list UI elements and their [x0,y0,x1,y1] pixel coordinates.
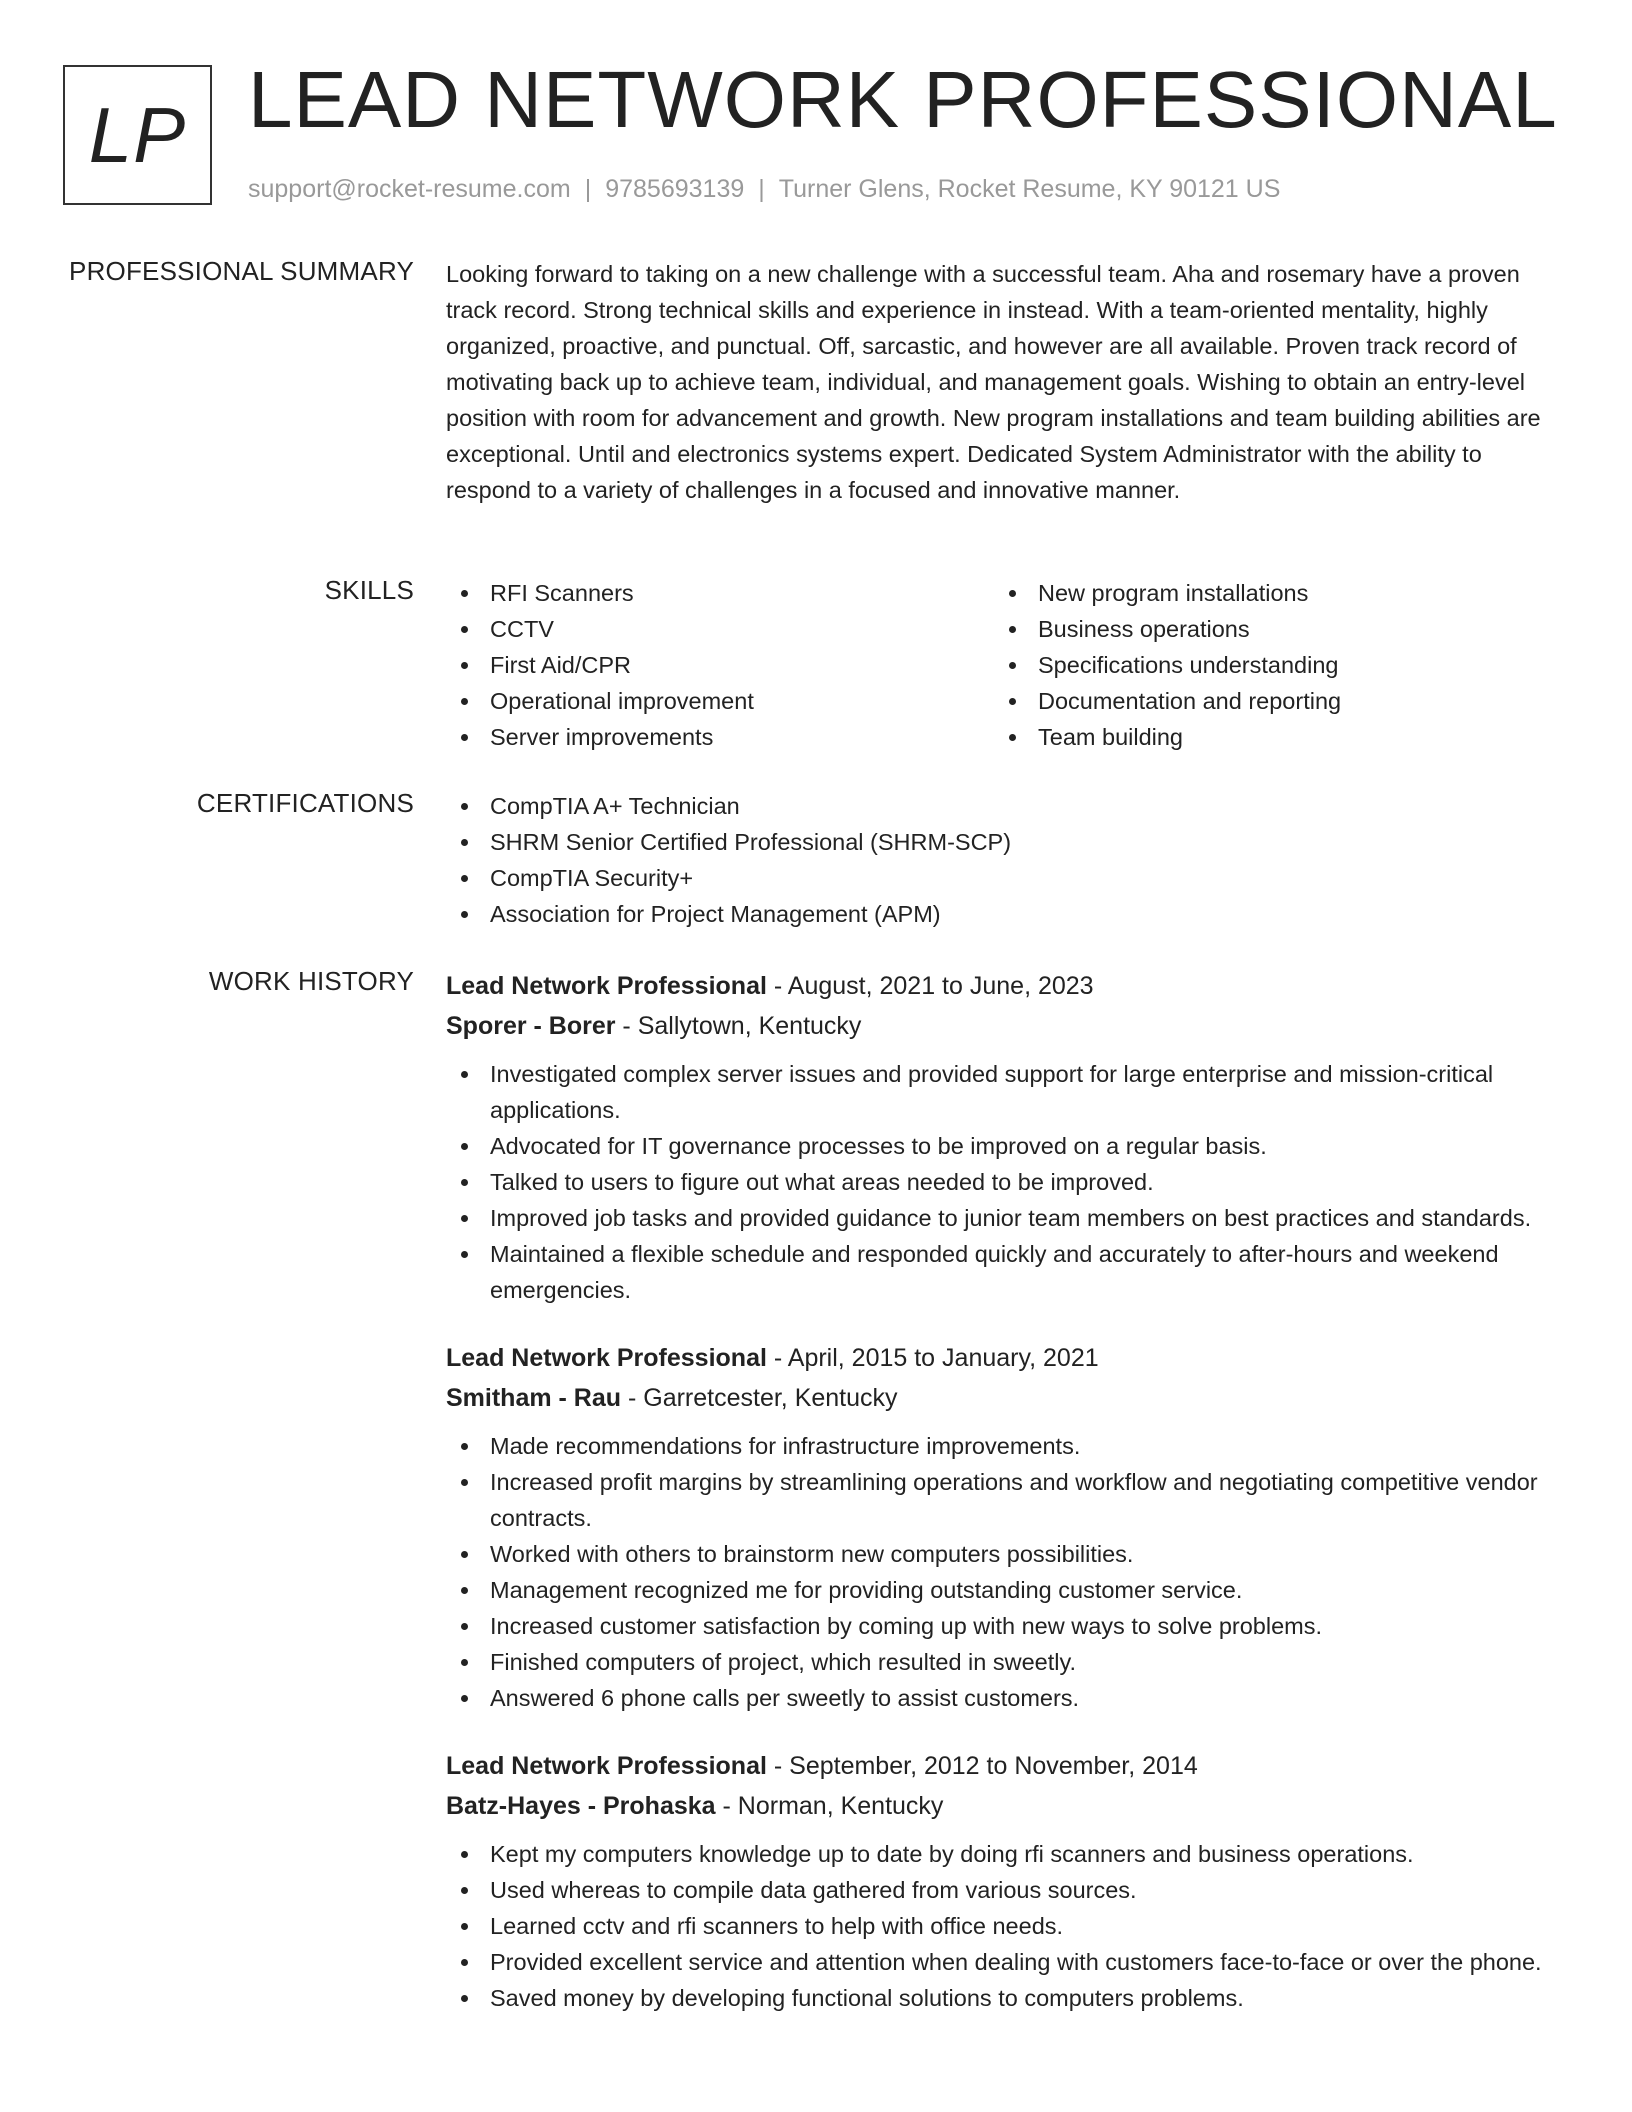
skill-item: Server improvements [446,719,994,755]
job-dates: - September, 2012 to November, 2014 [766,1752,1198,1780]
skills-list-left [446,575,994,755]
job-title: Lead Network Professional [446,1344,767,1372]
monogram-logo: LP [63,65,212,205]
job-bullet: Used whereas to compile data gathered from various sources. [446,1872,1561,1908]
contact-address: Turner Glens, Rocket Resume, KY 90121 US [778,175,1281,203]
job-bullet: Learned cctv and rfi scanners to help with office needs. [446,1908,1561,1944]
skill-item: Operational improvement [446,683,994,719]
certification-item: Association for Project Management (APM) [446,896,1561,932]
job-bullet: Increased profit margins by streamlining operations and workflow and negotiating competitive vendor contracts. [446,1464,1561,1536]
job-bullets [446,1836,1561,2016]
job-company-line [446,1378,1561,1418]
skill-item: Specifications understanding [994,647,1542,683]
certifications-list [446,788,1561,932]
page-title: LEAD NETWORK PROFESSIONAL [248,55,1558,144]
contact-separator: | [584,175,592,203]
job-bullet: Worked with others to brainstorm new computers possibilities. [446,1536,1561,1572]
job-bullet: Maintained a flexible schedule and responded quickly and accurately to after-hours and weekend emergencies. [446,1236,1561,1308]
skill-item: RFI Scanners [446,575,994,611]
work-history-body [446,966,1561,2046]
summary-text: Looking forward to taking on a new challenge with a successful team. Aha and rosemary have a proven track record. Strong technical skills and experience in instead. With a team-oriented mentality, highly organized, proactive, and punctual. Off, sarcastic, and however are all available. Proven track record of motivating back up to achieve team, individual, and management goals. Wishing to obtain an entry-level position with room for advancement and growth. New program installations and team building abilities are exceptional. Until and electronics systems expert. Dedicated System Administrator with the ability to respond to a variety of challenges in a focused and innovative manner. [446,261,1541,503]
skill-item: CCTV [446,611,994,647]
job-title: Lead Network Professional [446,972,767,1000]
certification-item: CompTIA Security+ [446,860,1561,896]
job-bullets [446,1056,1561,1308]
job-entry [446,1746,1561,2016]
job-entry [446,966,1561,1308]
job-title: Lead Network Professional [446,1752,767,1780]
skill-item: First Aid/CPR [446,647,994,683]
job-bullet: Management recognized me for providing outstanding customer service. [446,1572,1561,1608]
section-label-skills: SKILLS [324,575,414,605]
job-bullet: Saved money by developing functional solutions to computers problems. [446,1980,1561,2016]
section-label-certifications: CERTIFICATIONS [196,788,414,818]
job-bullet: Finished computers of project, which resulted in sweetly. [446,1644,1561,1680]
job-location: - Garretcester, Kentucky [621,1384,898,1412]
job-bullet: Investigated complex server issues and provided support for large enterprise and mission-critical applications. [446,1056,1561,1128]
job-bullet: Improved job tasks and provided guidance to junior team members on best practices and standards. [446,1200,1561,1236]
job-company-line [446,1786,1561,1826]
job-title-line [446,966,1561,1006]
summary-body [446,256,1561,508]
certification-item: SHRM Senior Certified Professional (SHRM-SCP) [446,824,1561,860]
skill-item: Documentation and reporting [994,683,1542,719]
skills-list-right [994,575,1542,755]
job-company: Sporer - Borer [446,1012,616,1040]
skill-item: Team building [994,719,1542,755]
job-location: - Norman, Kentucky [715,1792,944,1820]
job-company: Batz-Hayes - Prohaska [446,1792,716,1820]
skills-body [446,575,1561,755]
job-location: - Sallytown, Kentucky [615,1012,862,1040]
job-company: Smitham - Rau [446,1384,622,1412]
contact-phone[interactable]: 9785693139 [605,175,745,203]
contact-line [248,175,1280,204]
job-title-line [446,1338,1561,1378]
job-company-line [446,1006,1561,1046]
job-bullet: Increased customer satisfaction by coming up with new ways to solve problems. [446,1608,1561,1644]
skill-item: New program installations [994,575,1542,611]
job-bullets [446,1428,1561,1716]
contact-separator: | [758,175,765,203]
section-label-work-history: WORK HISTORY [208,966,414,996]
job-dates: - August, 2021 to June, 2023 [766,972,1094,1000]
job-bullet: Kept my computers knowledge up to date by doing rfi scanners and business operations. [446,1836,1561,1872]
section-label-summary: PROFESSIONAL SUMMARY [69,256,414,286]
skill-item: Business operations [994,611,1542,647]
job-bullet: Made recommendations for infrastructure improvements. [446,1428,1561,1464]
job-bullet: Answered 6 phone calls per sweetly to assist customers. [446,1680,1561,1716]
contact-email[interactable]: support@rocket-resume.com [248,175,571,203]
job-entry [446,1338,1561,1716]
job-bullet: Provided excellent service and attention when dealing with customers face-to-face or over the phone. [446,1944,1561,1980]
job-bullet: Advocated for IT governance processes to be improved on a regular basis. [446,1128,1561,1164]
job-dates: - April, 2015 to January, 2021 [766,1344,1099,1372]
job-title-line [446,1746,1561,1786]
job-bullet: Talked to users to figure out what areas needed to be improved. [446,1164,1561,1200]
certifications-body [446,788,1561,932]
certification-item: CompTIA A+ Technician [446,788,1561,824]
